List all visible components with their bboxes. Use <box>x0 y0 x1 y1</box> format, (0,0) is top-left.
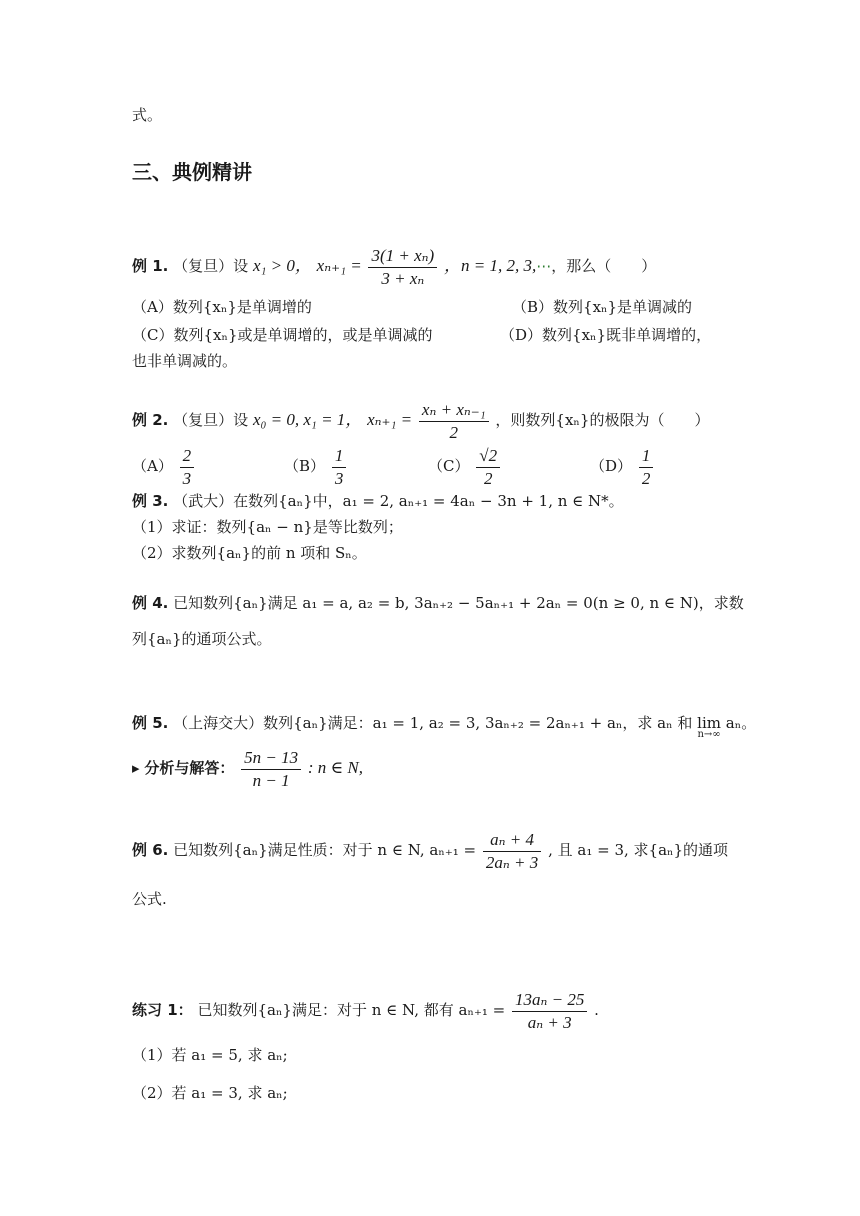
analysis-section <box>132 748 363 790</box>
analysis-fraction <box>241 748 301 790</box>
example-2-lhs: xₙ₊₁ = <box>367 410 413 430</box>
example-2-condition: x₀ = 0, x₁ = 1， <box>252 410 363 430</box>
practice-1-numerator: 13aₙ − 25 <box>512 990 587 1012</box>
example-2-source: （复旦）设 <box>173 411 249 430</box>
intro-tail-text: 式。 <box>132 106 163 124</box>
example-2-fraction <box>419 400 489 442</box>
example-2-numerator: xₙ + xₙ₋₁ <box>419 400 489 422</box>
example-6 <box>132 830 728 872</box>
example-1-source: （复旦）设 <box>173 257 249 276</box>
example-4-text: 已知数列{aₙ}满足 a₁ = a, a₂ = b, 3aₙ₊₂ − 5aₙ₊₁ + 2aₙ = 0(n ≥ 0, n ∈ N)，求数 <box>173 594 744 612</box>
example-2-option-d <box>590 446 655 488</box>
analysis-numerator: 5n − 13 <box>241 748 301 770</box>
option-c-denominator: 2 <box>483 468 493 488</box>
example-5-limit <box>697 714 721 740</box>
example-1-option-a: （A）数列{xₙ}是单调增的 <box>132 298 312 316</box>
practice-1-text: 已知数列{aₙ}满足：对于 n ∈ N, 都有 aₙ₊₁ = <box>197 1001 506 1020</box>
example-1-tail: ，那么（ ） <box>551 257 657 276</box>
example-6-text: 已知数列{aₙ}满足性质：对于 n ∈ N, aₙ₊₁ = <box>173 841 477 860</box>
example-5 <box>132 714 756 740</box>
option-c-numerator: √2 <box>476 446 500 468</box>
bullet-icon: ▸ <box>132 759 140 778</box>
example-3-question-1: （1）求证：数列{aₙ − n}是等比数列； <box>132 518 403 536</box>
example-2-label: 例 2. <box>132 411 169 430</box>
example-1-option-b: （B）数列{xₙ}是单调减的 <box>512 298 693 316</box>
option-b-denominator: 3 <box>334 468 344 488</box>
example-6-label: 例 6. <box>132 841 169 860</box>
limit-subscript: n→∞ <box>697 729 721 740</box>
practice-1-label: 练习 1： <box>132 1001 193 1020</box>
example-1-index: ，n = 1, 2, 3, <box>444 256 537 276</box>
option-b-numerator: 1 <box>332 446 347 468</box>
option-a-denominator: 3 <box>182 468 192 488</box>
example-2-option-c-label: （C） <box>428 457 470 476</box>
example-3-text: （武大）在数列{aₙ}中，a₁ = 2, aₙ₊₁ = 4aₙ − 3n + 1, n ∈ N*。 <box>173 492 624 510</box>
example-5-label: 例 5. <box>132 714 169 732</box>
practice-1-fraction <box>512 990 587 1032</box>
example-1-option-c: （C）数列{xₙ}或是单调增的，或是单调减的 <box>132 326 433 344</box>
example-2-option-b <box>284 446 348 488</box>
section-title: 三、典例精讲 <box>132 160 252 184</box>
analysis-tail: : n ∈ N, <box>307 758 363 778</box>
example-6-numerator: aₙ + 4 <box>483 830 541 852</box>
example-1-lhs: xₙ₊₁ = <box>316 256 362 276</box>
example-2 <box>132 400 709 442</box>
practice-1-question-2: （2）若 a₁ = 3, 求 aₙ; <box>132 1084 288 1102</box>
option-d-numerator: 1 <box>639 446 654 468</box>
example-2-tail: ，则数列{xₙ}的极限为（ ） <box>495 411 710 430</box>
example-3-question-2: （2）求数列{aₙ}的前 n 项和 Sₙ。 <box>132 544 367 562</box>
example-1-condition: x₁ > 0， <box>252 256 312 276</box>
example-6-fraction <box>483 830 541 872</box>
example-1 <box>132 246 656 288</box>
example-3-label: 例 3. <box>132 492 169 510</box>
practice-1-tail: . <box>594 1001 599 1020</box>
example-4 <box>132 594 744 612</box>
example-2-denominator: 2 <box>449 422 459 442</box>
analysis-denominator: n − 1 <box>252 770 290 790</box>
limit-operator: lim <box>697 714 721 732</box>
example-5-limit-tail: aₙ。 <box>725 714 757 732</box>
example-4-label: 例 4. <box>132 594 169 612</box>
analysis-label: 分析与解答： <box>144 759 235 778</box>
practice-1 <box>132 990 599 1032</box>
example-2-option-c <box>428 446 502 488</box>
example-6-tail: , 且 a₁ = 3, 求{aₙ}的通项 <box>548 841 729 860</box>
practice-1-question-1: （1）若 a₁ = 5, 求 aₙ; <box>132 1046 288 1064</box>
example-5-text: （上海交大）数列{aₙ}满足：a₁ = 1, a₂ = 3, 3aₙ₊₂ = 2aₙ₊₁ + aₙ，求 aₙ 和 <box>173 714 693 732</box>
example-1-option-d-cont: 也非单调减的。 <box>132 352 238 370</box>
example-6-denominator: 2aₙ + 3 <box>485 852 539 872</box>
example-6-text-cont: 公式. <box>132 890 167 908</box>
option-a-numerator: 2 <box>180 446 195 468</box>
example-1-denominator: 3 + xₙ <box>381 268 425 288</box>
example-2-option-d-label: （D） <box>590 457 633 476</box>
example-1-fraction <box>368 246 437 288</box>
example-1-ellipsis: ⋯ <box>536 257 552 276</box>
example-2-option-b-label: （B） <box>284 457 326 476</box>
option-d-denominator: 2 <box>641 468 651 488</box>
practice-1-denominator: aₙ + 3 <box>527 1012 572 1032</box>
example-2-option-a <box>132 446 196 488</box>
example-4-text-cont: 列{aₙ}的通项公式。 <box>132 630 272 648</box>
example-1-option-d: （D）数列{xₙ}既非单调增的， <box>500 326 712 344</box>
example-3 <box>132 492 624 510</box>
example-1-label: 例 1. <box>132 257 169 276</box>
example-1-numerator: 3(1 + xₙ) <box>368 246 437 268</box>
example-2-option-a-label: （A） <box>132 457 173 476</box>
